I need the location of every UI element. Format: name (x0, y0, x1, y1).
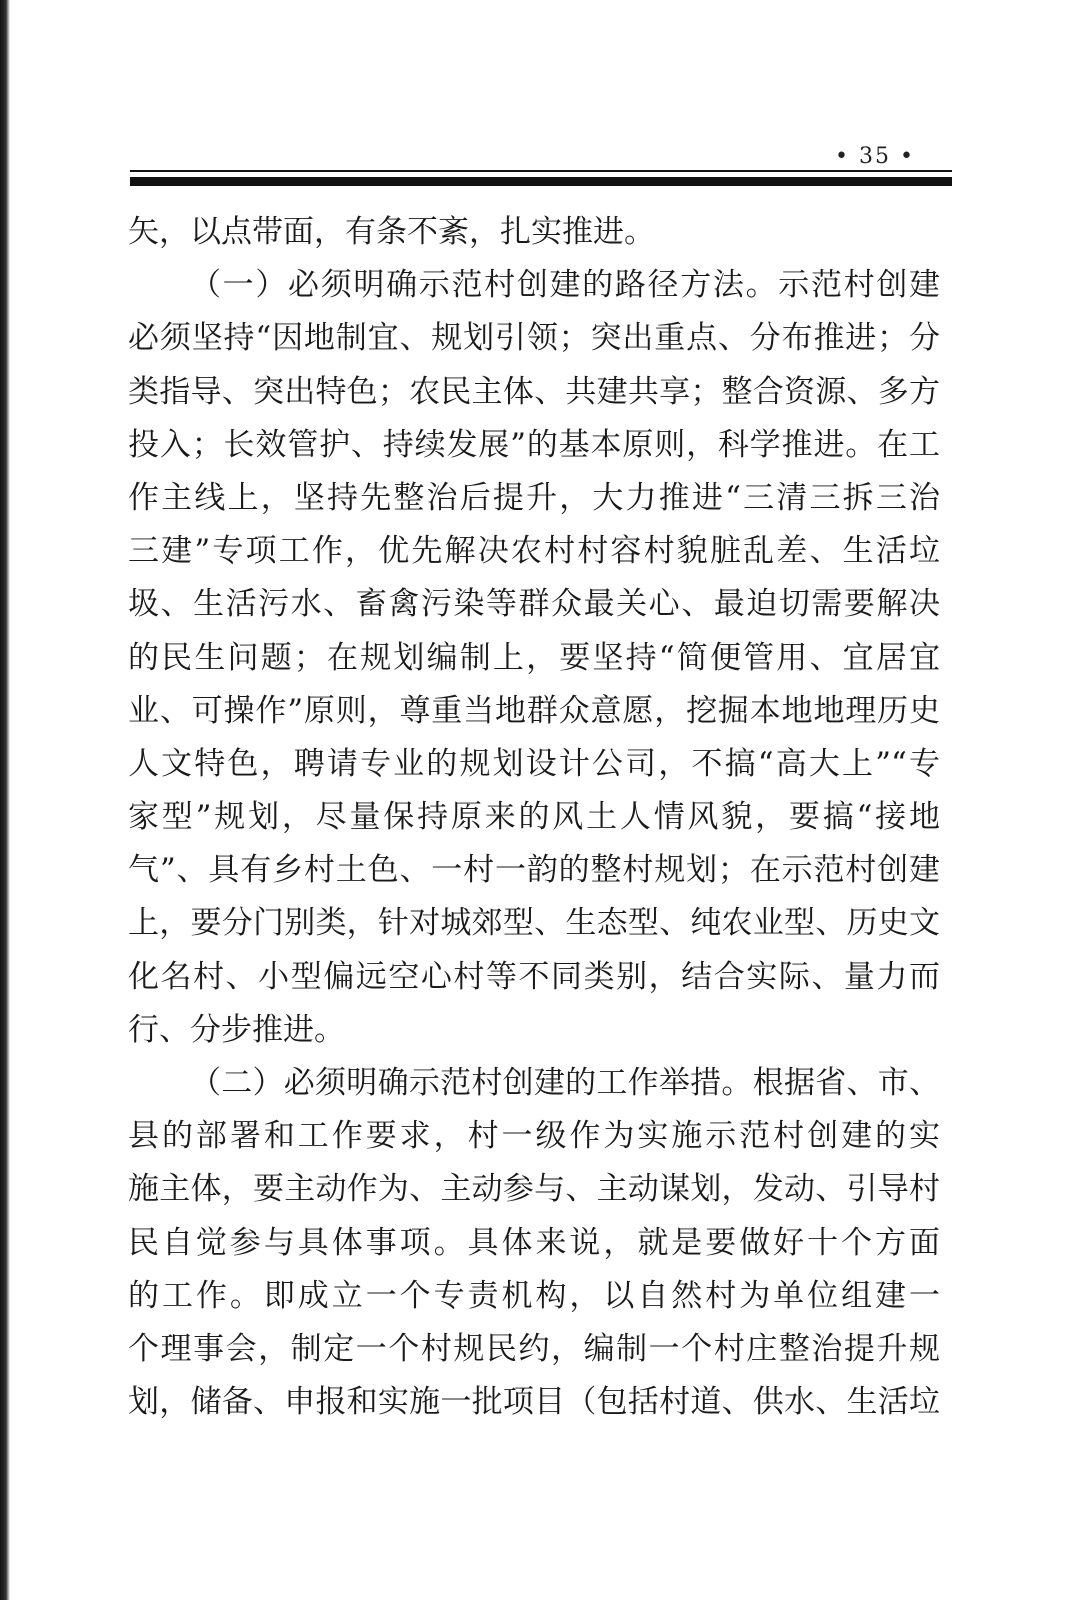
text-line: （二）必须明确示范村创建的工作举措。根据省、市、 (190, 1065, 940, 1101)
text-line: 业、可操作”原则，尊重当地群众意愿，挖掘本地地理历史 (128, 692, 940, 729)
text-line: 划，储备、申报和实施一批项目（包括村道、供水、生活垃 (128, 1384, 940, 1421)
text-line: （一）必须明确示范村创建的路径方法。示范村创建 (190, 267, 940, 304)
text-line: 化名村、小型偏远空心村等不同类别，结合实际、量力而 (128, 958, 940, 995)
text-line: 必须坚持“因地制宜、规划引领；突出重点、分布推进；分 (128, 320, 940, 357)
text-line: 投入；长效管护、持续发展”的基本原则，科学推进。在工 (128, 426, 940, 463)
header-rule-thin (130, 170, 952, 172)
text-line: 的工作。即成立一个专责机构，以自然村为单位组建一 (128, 1277, 940, 1314)
text-line: 人文特色，聘请专业的规划设计公司，不搞“高大上”“专 (128, 745, 940, 782)
text-line: 施主体，要主动作为、主动参与、主动谋划，发动、引导村 (128, 1171, 940, 1208)
body-text (128, 206, 940, 1429)
page-number: • 35 • (835, 144, 915, 169)
text-line: 圾、生活污水、畜禽污染等群众最关心、最迫切需要解决 (128, 586, 940, 623)
scan-edge-shadow (0, 0, 10, 1600)
text-line: 气”、具有乡村土色、一村一韵的整村规划；在示范村创建 (128, 852, 940, 889)
text-line: 个理事会，制定一个村规民约，编制一个村庄整治提升规 (128, 1330, 940, 1367)
text-line: 家型”规划，尽量保持原来的风土人情风貌，要搞“接地 (128, 799, 940, 836)
text-line: 作主线上，坚持先整治后提升，大力推进“三清三拆三治 (128, 479, 940, 516)
header-rule-thick (130, 177, 952, 186)
text-line: 民自觉参与具体事项。具体来说，就是要做好十个方面 (128, 1224, 940, 1261)
text-line: 矢，以点带面，有条不紊，扎实推进。 (128, 214, 655, 250)
text-line: 县的部署和工作要求，村一级作为实施示范村创建的实 (128, 1118, 940, 1155)
text-line: 的民生问题；在规划编制上，要坚持“简便管用、宜居宜 (128, 639, 940, 676)
text-line: 三建”专项工作，优先解决农村村容村貌脏乱差、生活垃 (128, 533, 940, 570)
text-line: 类指导、突出特色；农民主体、共建共享；整合资源、多方 (128, 373, 940, 410)
text-line: 上，要分门别类，针对城郊型、生态型、纯农业型、历史文 (128, 905, 940, 942)
text-line: 行、分步推进。 (128, 1011, 345, 1048)
